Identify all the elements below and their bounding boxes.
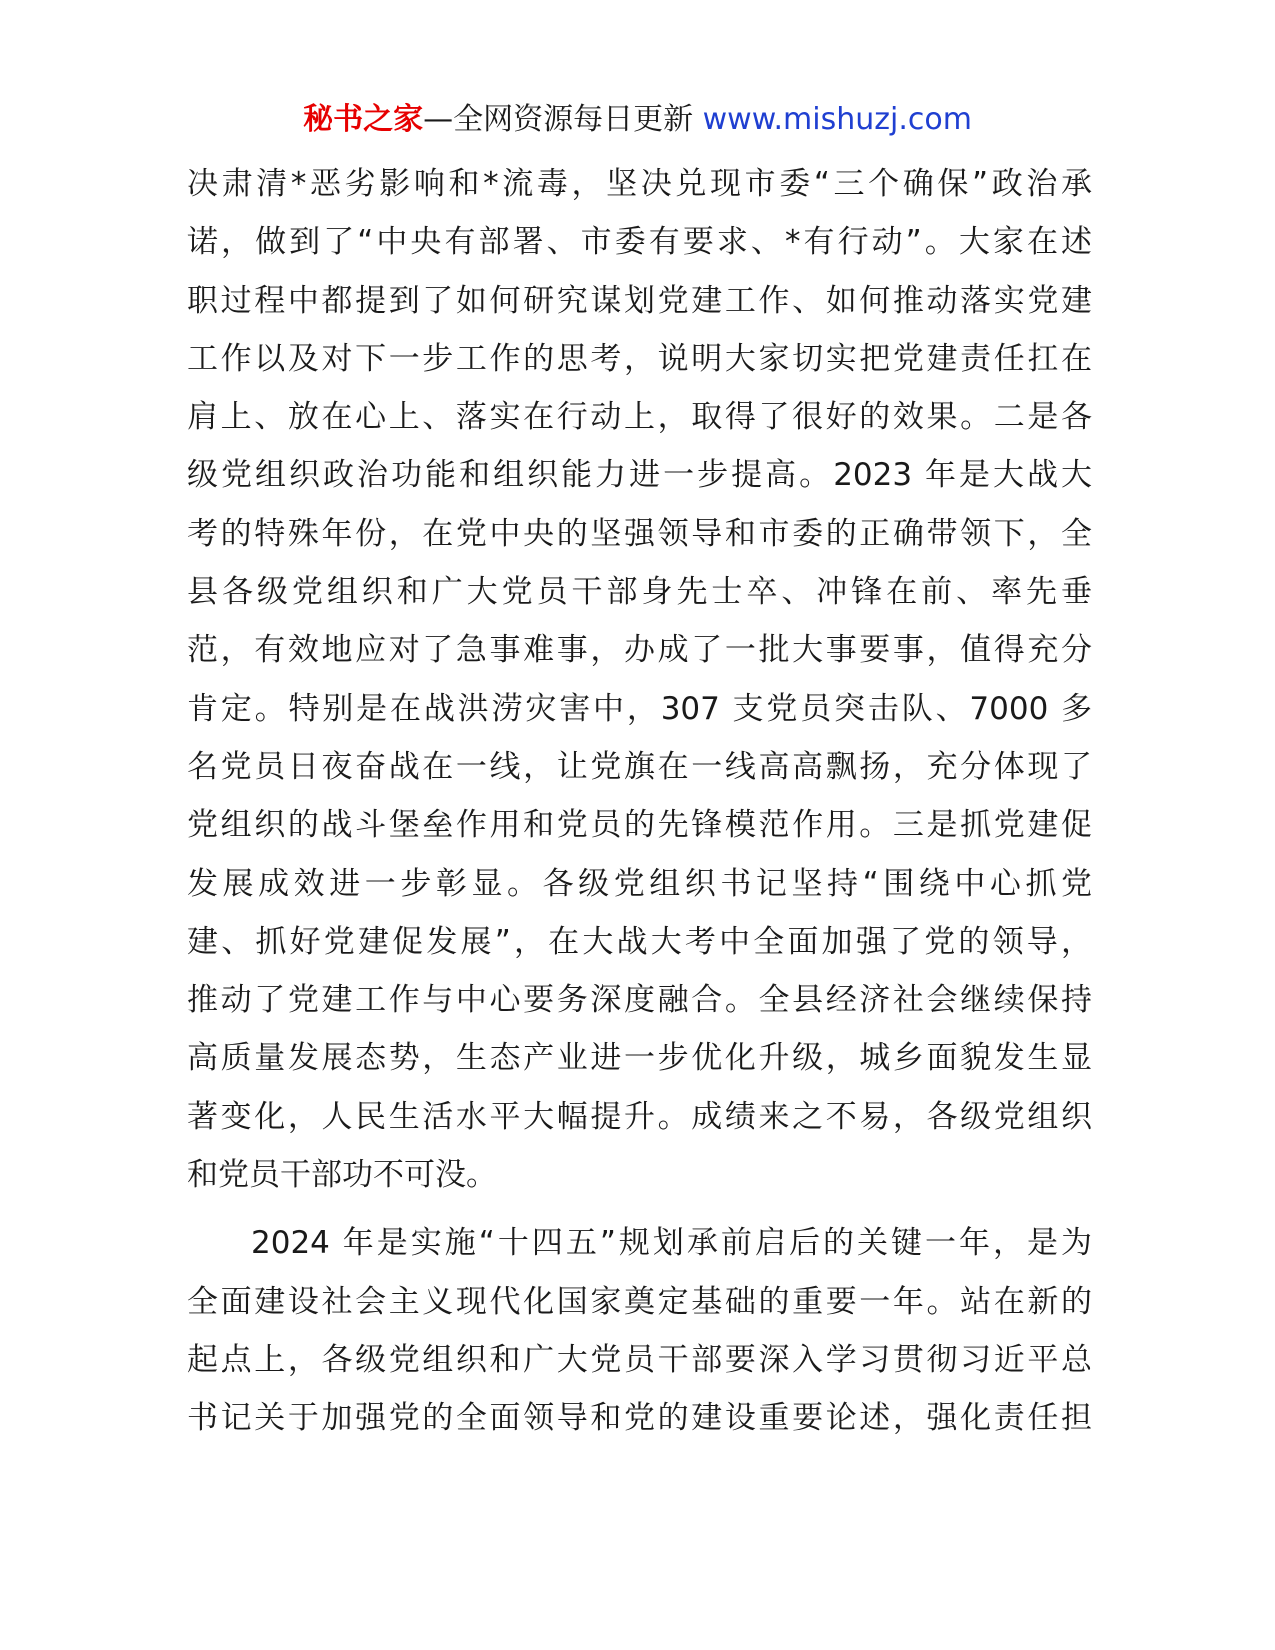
text-line: 肩上、放在心上、落实在行动上，取得了很好的效果。二是各	[187, 399, 1092, 436]
text-line: 工作以及对下一步工作的思考，说明大家切实把党建责任扛在	[187, 340, 1092, 377]
paragraph-gap	[187, 1204, 1092, 1214]
text-line: 发展成效进一步彰显。各级党组织书记坚持“围绕中心抓党	[187, 865, 1092, 902]
site-tagline: —全网资源每日更新	[423, 102, 703, 137]
document-body	[187, 155, 1092, 1448]
site-brand: 秘书之家	[303, 102, 424, 137]
text-line: 诺，做到了“中央有部署、市委有要求、*有行动”。大家在述	[187, 224, 1092, 261]
text-line: 起点上，各级党组织和广大党员干部要深入学习贯彻习近平总	[187, 1341, 1092, 1378]
text-line: 建、抓好党建促发展”，在大战大考中全面加强了党的领导，	[187, 923, 1092, 960]
text-line: 著变化，人民生活水平大幅提升。成绩来之不易，各级党组织	[187, 1098, 1092, 1135]
site-header	[0, 100, 1275, 140]
text-line: 和党员干部功不可没。	[187, 1157, 497, 1194]
paragraph-2	[187, 1214, 1092, 1447]
text-line: 党组织的战斗堡垒作用和党员的先锋模范作用。三是抓党建促	[187, 807, 1092, 844]
text-line: 高质量发展态势，生态产业进一步优化升级，城乡面貌发生显	[187, 1040, 1092, 1077]
text-line: 名党员日夜奋战在一线，让党旗在一线高高飘扬，充分体现了	[187, 748, 1092, 785]
text-line: 推动了党建工作与中心要务深度融合。全县经济社会继续保持	[187, 982, 1092, 1019]
text-line: 2024 年是实施“十四五”规划承前启后的关键一年，是为	[251, 1225, 1092, 1262]
paragraph-1	[187, 155, 1092, 1204]
site-url-link[interactable]: www.mishuzj.com	[702, 102, 972, 137]
text-line: 级党组织政治功能和组织能力进一步提高。2023 年是大战大	[187, 457, 1092, 494]
text-line: 全面建设社会主义现代化国家奠定基础的重要一年。站在新的	[187, 1283, 1092, 1320]
text-line: 考的特殊年份，在党中央的坚强领导和市委的正确带领下，全	[187, 515, 1092, 552]
text-line: 决肃清*恶劣影响和*流毒，坚决兑现市委“三个确保”政治承	[187, 166, 1092, 202]
text-line: 书记关于加强党的全面领导和党的建设重要论述，强化责任担	[187, 1400, 1092, 1437]
text-line: 职过程中都提到了如何研究谋划党建工作、如何推动落实党建	[187, 282, 1092, 319]
text-line: 肯定。特别是在战洪涝灾害中，307 支党员突击队、7000 多	[187, 690, 1092, 727]
text-line: 范，有效地应对了急事难事，办成了一批大事要事，值得充分	[187, 632, 1092, 669]
text-line: 县各级党组织和广大党员干部身先士卒、冲锋在前、率先垂	[187, 574, 1092, 611]
